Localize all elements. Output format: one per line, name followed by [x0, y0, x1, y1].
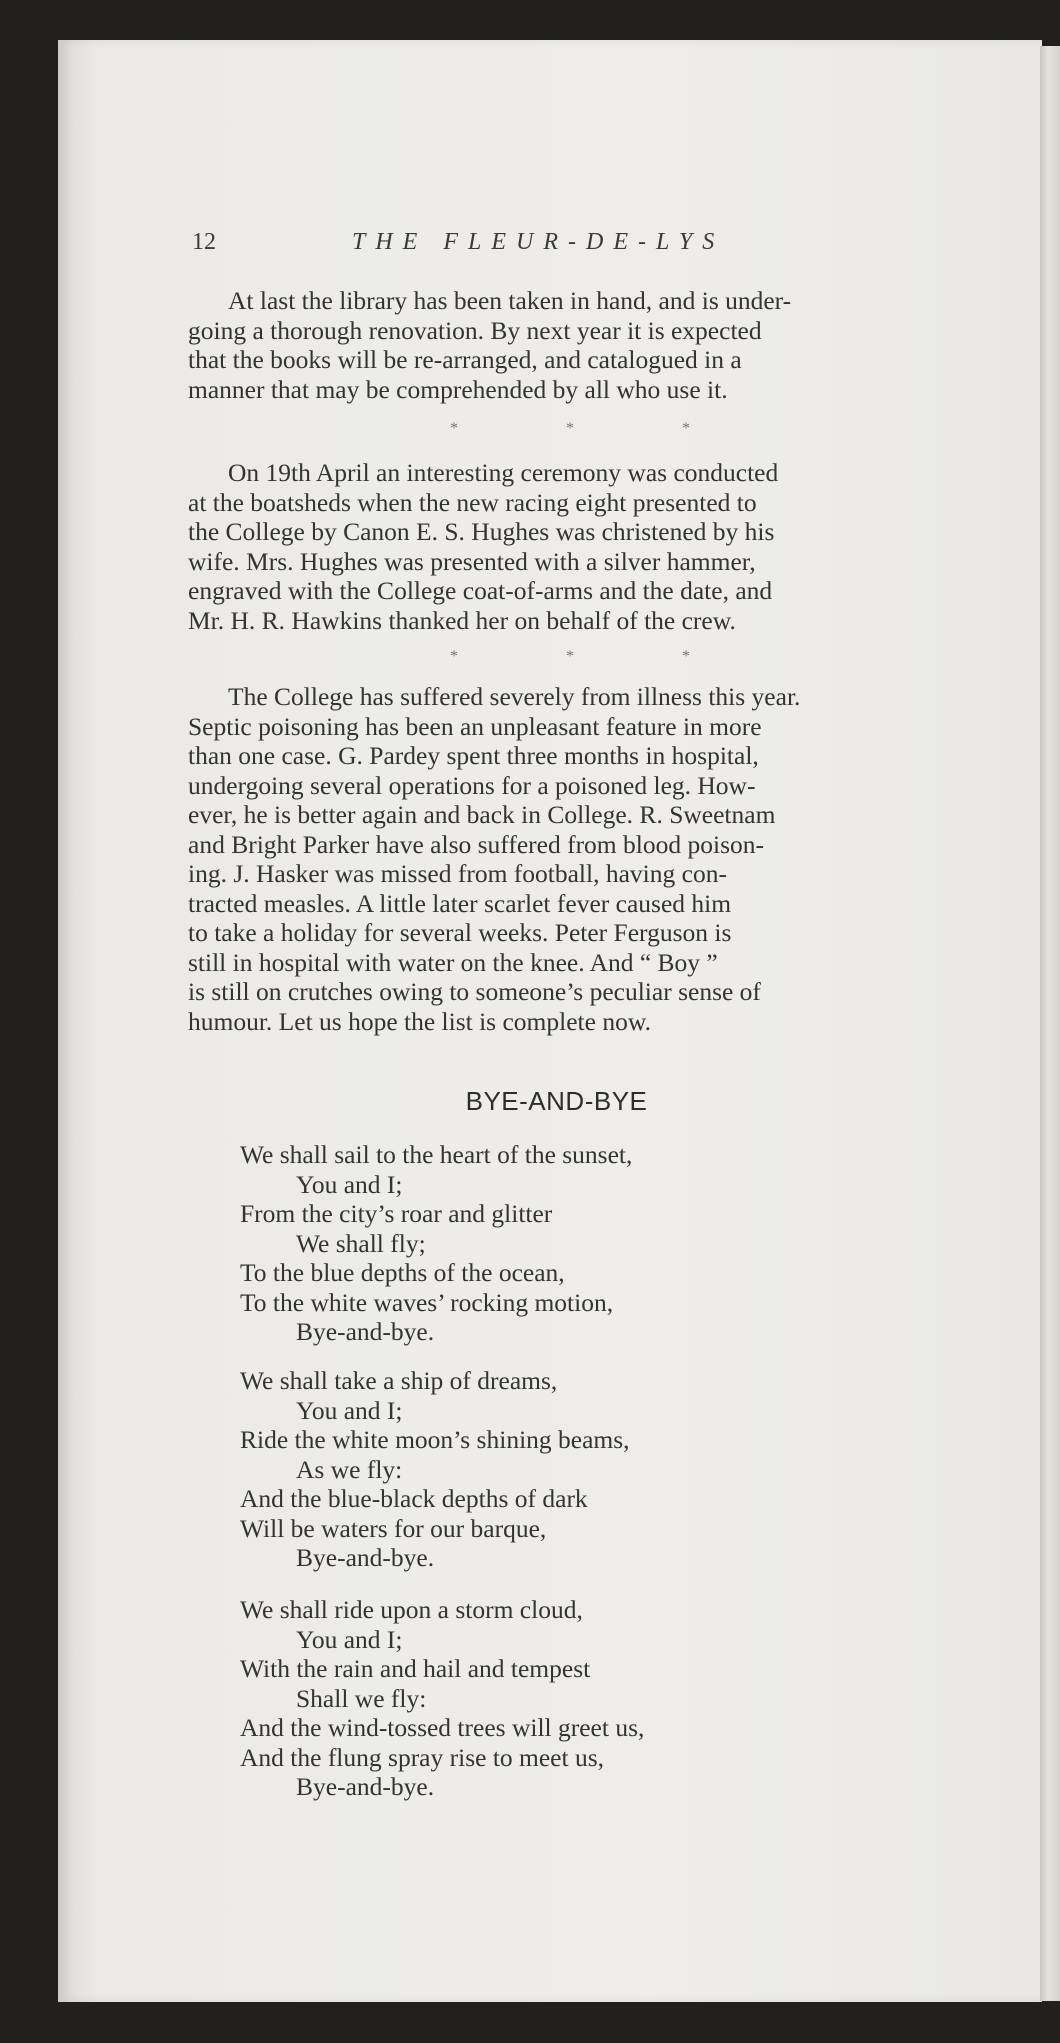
- text-line: At last the library has been taken in hand, and is under-: [228, 286, 792, 315]
- poem-stanza-2: [240, 1366, 920, 1573]
- poem-stanza-1: [240, 1140, 920, 1347]
- text-line: engraved with the College coat-of-arms and the date, and: [188, 576, 773, 605]
- separator-star: *: [566, 420, 574, 437]
- poem-line: We shall fly;: [296, 1228, 426, 1258]
- paragraph-illness: [188, 682, 925, 1036]
- separator-star: *: [450, 420, 458, 437]
- poem-line: Ride the white moon’s shining beams,: [240, 1425, 630, 1454]
- text-line: at the boatsheds when the new racing eight presented to: [188, 487, 757, 517]
- text-line: humour. Let us hope the list is complete now.: [188, 1006, 651, 1036]
- poem-line: We shall take a ship of dreams,: [240, 1366, 558, 1395]
- text-line: that the books will be re-arranged, and catalogued in a: [188, 345, 742, 374]
- separator-star: *: [450, 648, 458, 665]
- section-separator: [450, 648, 690, 666]
- separator-star: *: [682, 420, 690, 437]
- text-line: ever, he is better again and back in College. R. Sweetnam: [188, 800, 776, 829]
- poem-line: You and I;: [296, 1169, 403, 1199]
- section-separator: [450, 420, 690, 438]
- paragraph-boatsheds: [188, 458, 925, 635]
- text-line: than one case. G. Pardey spent three months in hospital,: [188, 741, 759, 770]
- separator-star: *: [682, 648, 690, 665]
- poem-line: To the blue depths of the ocean,: [240, 1258, 565, 1287]
- poem-line: We shall ride upon a storm cloud,: [240, 1595, 583, 1624]
- poem-line: You and I;: [296, 1624, 403, 1654]
- text-line: is still on crutches owing to someone’s peculiar sense of: [188, 977, 761, 1006]
- poem-title: BYE-AND-BYE: [465, 1086, 648, 1116]
- poem-line: And the flung spray rise to meet us,: [240, 1742, 605, 1772]
- poem-stanza-3: [240, 1595, 920, 1802]
- poem-line: We shall sail to the heart of the sunset,: [240, 1140, 633, 1169]
- text-line: Mr. H. R. Hawkins thanked her on behalf of the crew.: [188, 605, 736, 635]
- poem-line: You and I;: [296, 1395, 403, 1425]
- poem-line: Bye-and-bye.: [296, 1543, 435, 1572]
- text-line: and Bright Parker have also suffered from blood poison-: [188, 829, 764, 859]
- poem-line: To the white waves’ rocking motion,: [240, 1287, 614, 1317]
- page-number: 12: [192, 229, 216, 255]
- text-line: On 19th April an interesting ceremony was conducted: [228, 458, 779, 487]
- text-line: tracted measles. A little later scarlet fever caused him: [188, 888, 732, 918]
- text-line: ing. J. Hasker was missed from football, having con-: [188, 859, 727, 888]
- text-line: to take a holiday for several weeks. Peter Ferguson is: [188, 918, 732, 947]
- poem-line: Shall we fly:: [296, 1683, 427, 1713]
- poem-line: Bye-and-bye.: [296, 1772, 435, 1801]
- page-edge: [1040, 46, 1060, 2001]
- poem-line: From the city’s roar and glitter: [240, 1199, 553, 1228]
- text-line: Septic poisoning has been an unpleasant feature in more: [188, 711, 762, 741]
- text-line: The College has suffered severely from illness this year.: [228, 682, 801, 711]
- paragraph-library: [188, 286, 925, 404]
- text-line: undergoing several operations for a poisoned leg. How-: [188, 770, 756, 800]
- text-line: wife. Mrs. Hughes was presented with a silver hammer,: [188, 546, 756, 576]
- text-line: manner that may be comprehended by all who use it.: [188, 374, 728, 404]
- poem-line: And the blue-black depths of dark: [240, 1484, 588, 1513]
- poem-line: Bye-and-bye.: [296, 1317, 435, 1346]
- text-line: still in hospital with water on the knee. And “ Boy ”: [188, 947, 718, 977]
- page-header: [192, 229, 762, 269]
- separator-star: *: [566, 648, 574, 665]
- poem-line: Will be waters for our barque,: [240, 1513, 547, 1543]
- text-line: going a thorough renovation. By next year it is expected: [188, 315, 762, 345]
- running-title: THE FLEUR-DE-LYS: [352, 229, 725, 255]
- poem-line: And the wind-tossed trees will greet us,: [240, 1713, 645, 1742]
- poem-line: As we fly:: [296, 1454, 403, 1484]
- poem-line: With the rain and hail and tempest: [240, 1654, 591, 1683]
- text-line: the College by Canon E. S. Hughes was christened by his: [188, 517, 775, 546]
